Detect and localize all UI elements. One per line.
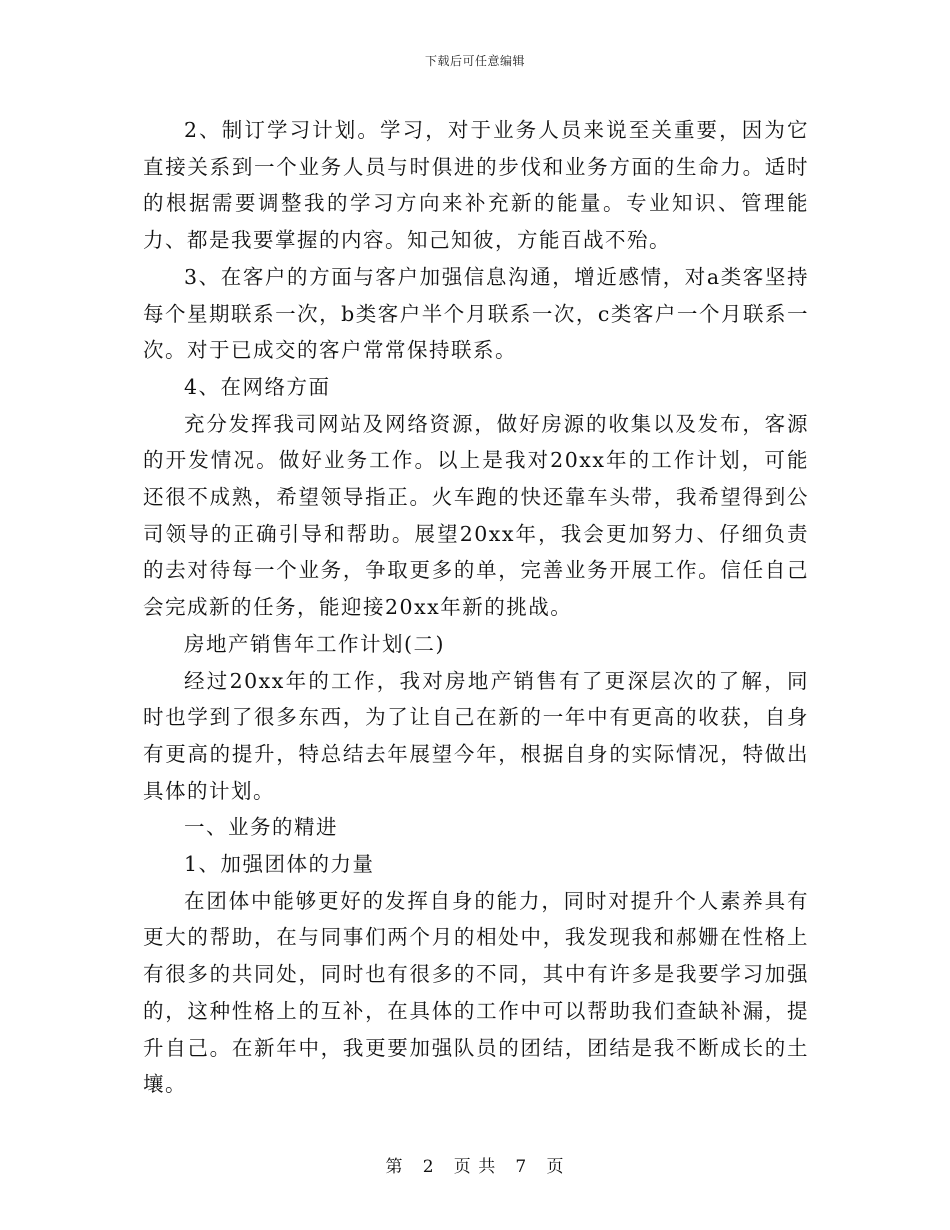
paragraph-study-plan: 2、制订学习计划。学习，对于业务人员来说至关重要，因为它直接关系到一个业务人员与时俱进的步伐和业务方面的生命力。适时的根据需要调整我的学习方向来补充新的能量。专业知识、管理能力、都是我要掌握的内容。知己知彼，方能百战不殆。	[143, 118, 809, 253]
footer-page-number: 2	[422, 1157, 435, 1177]
paragraph-intro: 经过20xx年的工作，我对房地产销售有了更深层次的了解，同时也学到了很多东西，为了让自己在新的一年中有更高的收获，自身有更高的提升，特总结去年展望今年，根据自身的实际情况，特做出具体的计划。	[143, 668, 809, 803]
footer-prefix: 第	[385, 1157, 404, 1177]
footer-suffix: 页	[546, 1157, 565, 1177]
section-title-plan-two: 房地产销售年工作计划(二)	[184, 631, 445, 656]
section-heading-business: 一、业务的精进	[184, 815, 338, 840]
paragraph-network-heading: 4、在网络方面	[184, 374, 331, 399]
footer-middle: 页 共	[453, 1157, 497, 1177]
paragraph-customer-communication: 3、在客户的方面与客户加强信息沟通，增近感情，对a类客坚持每个星期联系一次，b类客户半个月联系一次，c类客户一个月联系一次。对于已成交的客户常常保持联系。	[143, 264, 809, 363]
footer-total-pages: 7	[515, 1157, 528, 1177]
paragraph-team: 在团体中能够更好的发挥自身的能力，同时对提升个人素养具有更大的帮助，在与同事们两个月的相处中，我发现我和郝姗在性格上有很多的共同处，同时也有很多的不同，其中有许多是我要学习加强的，这种性格上的互补，在具体的工作中可以帮助我们查缺补漏，提升自己。在新年中，我更要加强队员的团结，团结是我不断成长的土壤。	[143, 888, 809, 1097]
document-body	[143, 112, 809, 1103]
page-footer	[0, 1152, 950, 1177]
subheading-team-strength: 1、加强团体的力量	[184, 852, 375, 877]
page-header-note: 下载后可任意编辑	[424, 54, 525, 68]
paragraph-network-resources: 充分发挥我司网站及网络资源，做好房源的收集以及发布，客源的开发情况。做好业务工作。以上是我对20xx年的工作计划，可能还很不成熟，希望领导指正。火车跑的快还靠车头带，我希望得到公司领导的正确引导和帮助。展望20xx年，我会更加努力、仔细负责的去对待每一个业务，争取更多的单，完善业务开展工作。信任自己会完成新的任务，能迎接20xx年新的挑战。	[143, 411, 809, 620]
